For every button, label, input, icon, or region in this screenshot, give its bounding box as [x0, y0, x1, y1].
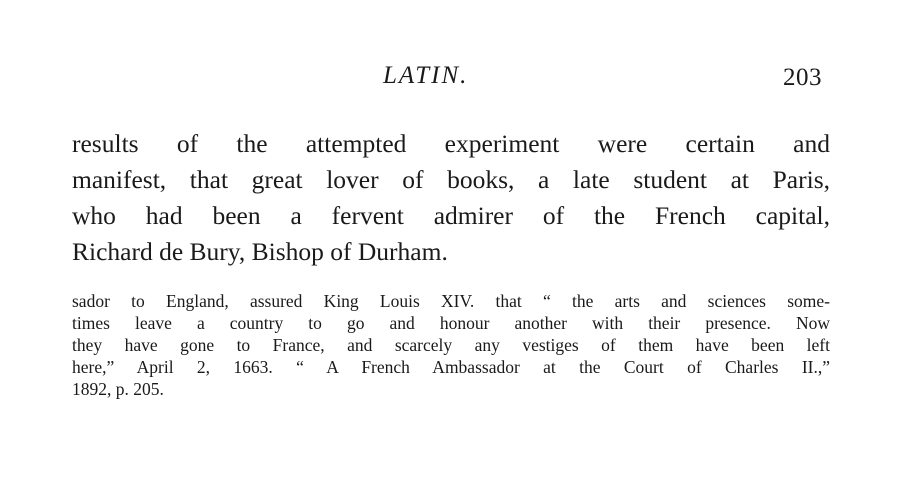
footnote-line: they have gone to France, and scarcely any vestiges of them have been left [72, 335, 830, 355]
footnote-line: sador to England, assured King Louis XIV. that “ the arts and sciences some- [72, 291, 830, 311]
footnote-line: here,” April 2, 1663. “ A French Ambassador at the Court of Charles II.,” [72, 357, 830, 377]
main-text-block [72, 126, 830, 270]
footnote-block [72, 290, 830, 400]
running-head [0, 62, 900, 98]
page-number: 203 [783, 64, 822, 91]
footnote-line: 1892, p. 205. [72, 379, 164, 399]
body-line: who had been a fervent admirer of the French capital, [72, 201, 830, 230]
running-head-title: LATIN. [383, 62, 469, 89]
footnote-line: times leave a country to go and honour another with their presence. Now [72, 313, 830, 333]
body-line: Richard de Bury, Bishop of Durham. [72, 237, 448, 266]
body-line: manifest, that great lover of books, a late student at Paris, [72, 165, 830, 194]
body-line: results of the attempted experiment were certain and [72, 129, 830, 158]
